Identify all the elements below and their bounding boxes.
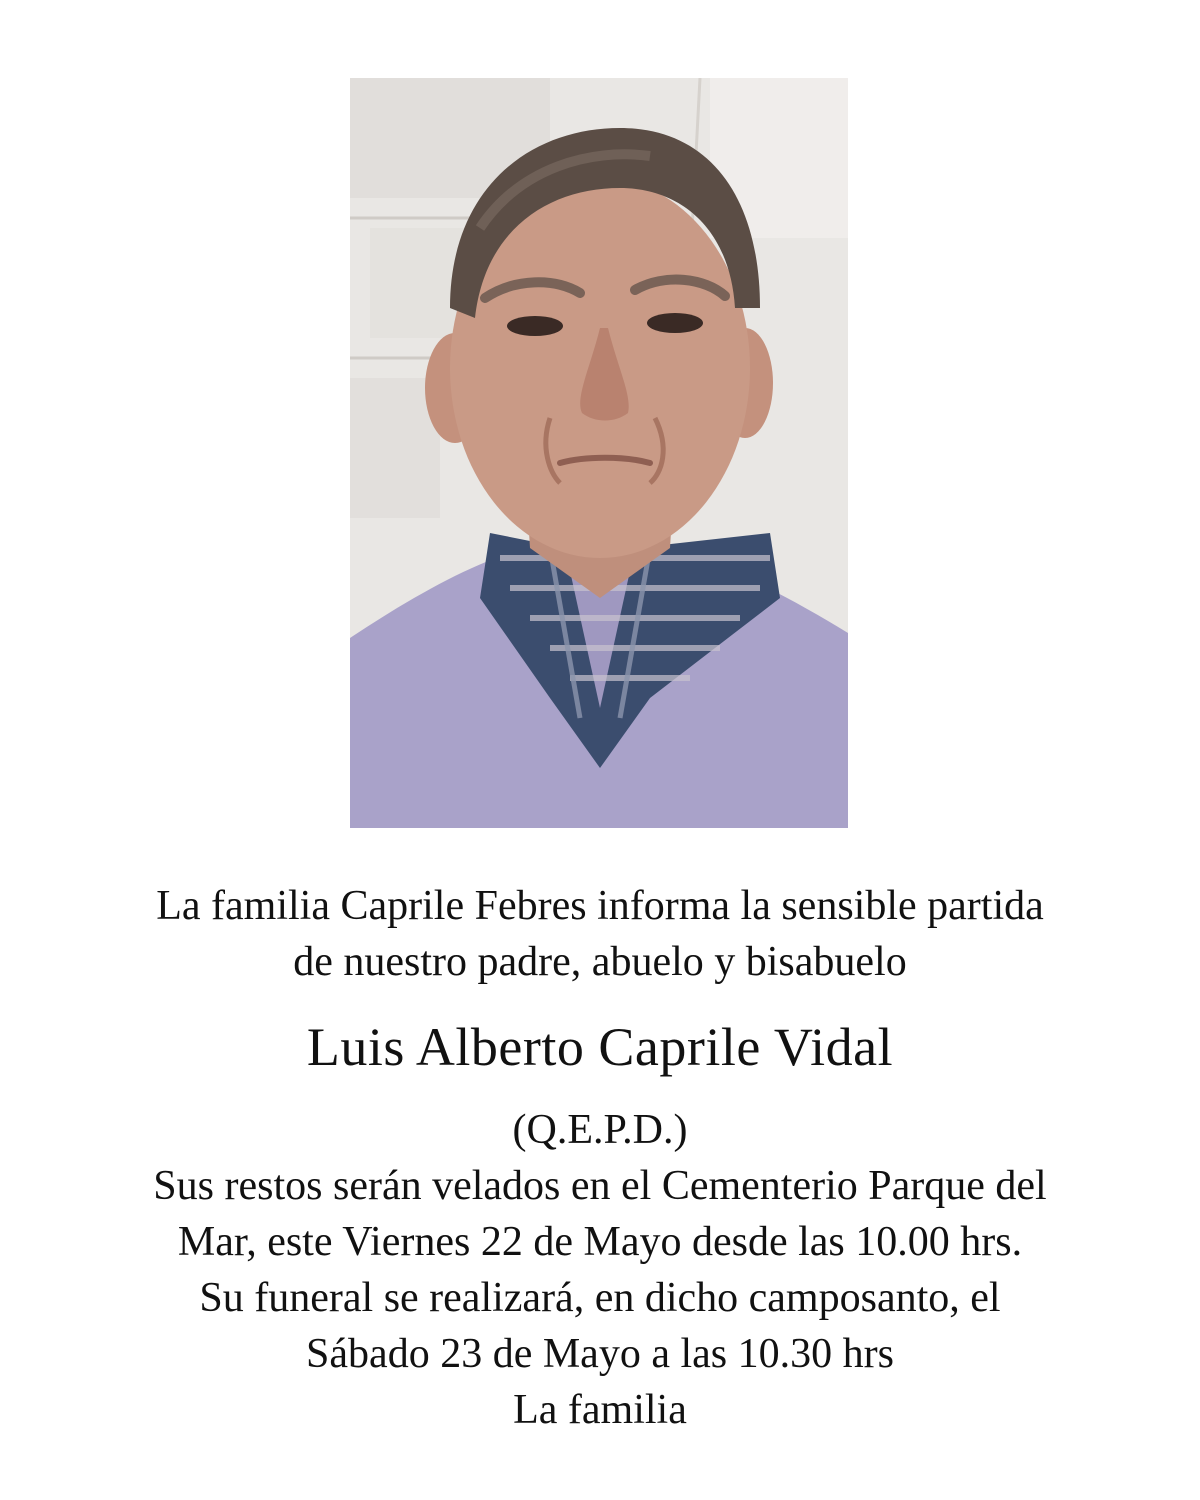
portrait-illustration	[350, 78, 848, 828]
intro-line: La familia Caprile Febres informa la sensible partida	[156, 883, 1044, 929]
signature-line: La familia	[513, 1387, 687, 1433]
deceased-name: Luis Alberto Caprile Vidal	[306, 1017, 894, 1077]
detail-line: Sus restos serán velados en el Cementerio Parque del	[153, 1163, 1047, 1209]
announcement-intro	[40, 878, 1160, 990]
detail-line: Su funeral se realizará, en dicho camposanto, el	[199, 1275, 1001, 1321]
portrait-photo	[350, 78, 848, 828]
detail-line: Mar, este Viernes 22 de Mayo desde las 10.00 hrs.	[177, 1219, 1023, 1265]
detail-line: Sábado 23 de Mayo a las 10.30 hrs	[306, 1331, 894, 1377]
intro-line: de nuestro padre, abuelo y bisabuelo	[293, 939, 907, 985]
qepd-label: (Q.E.P.D.)	[512, 1107, 688, 1153]
service-details	[40, 1158, 1160, 1438]
